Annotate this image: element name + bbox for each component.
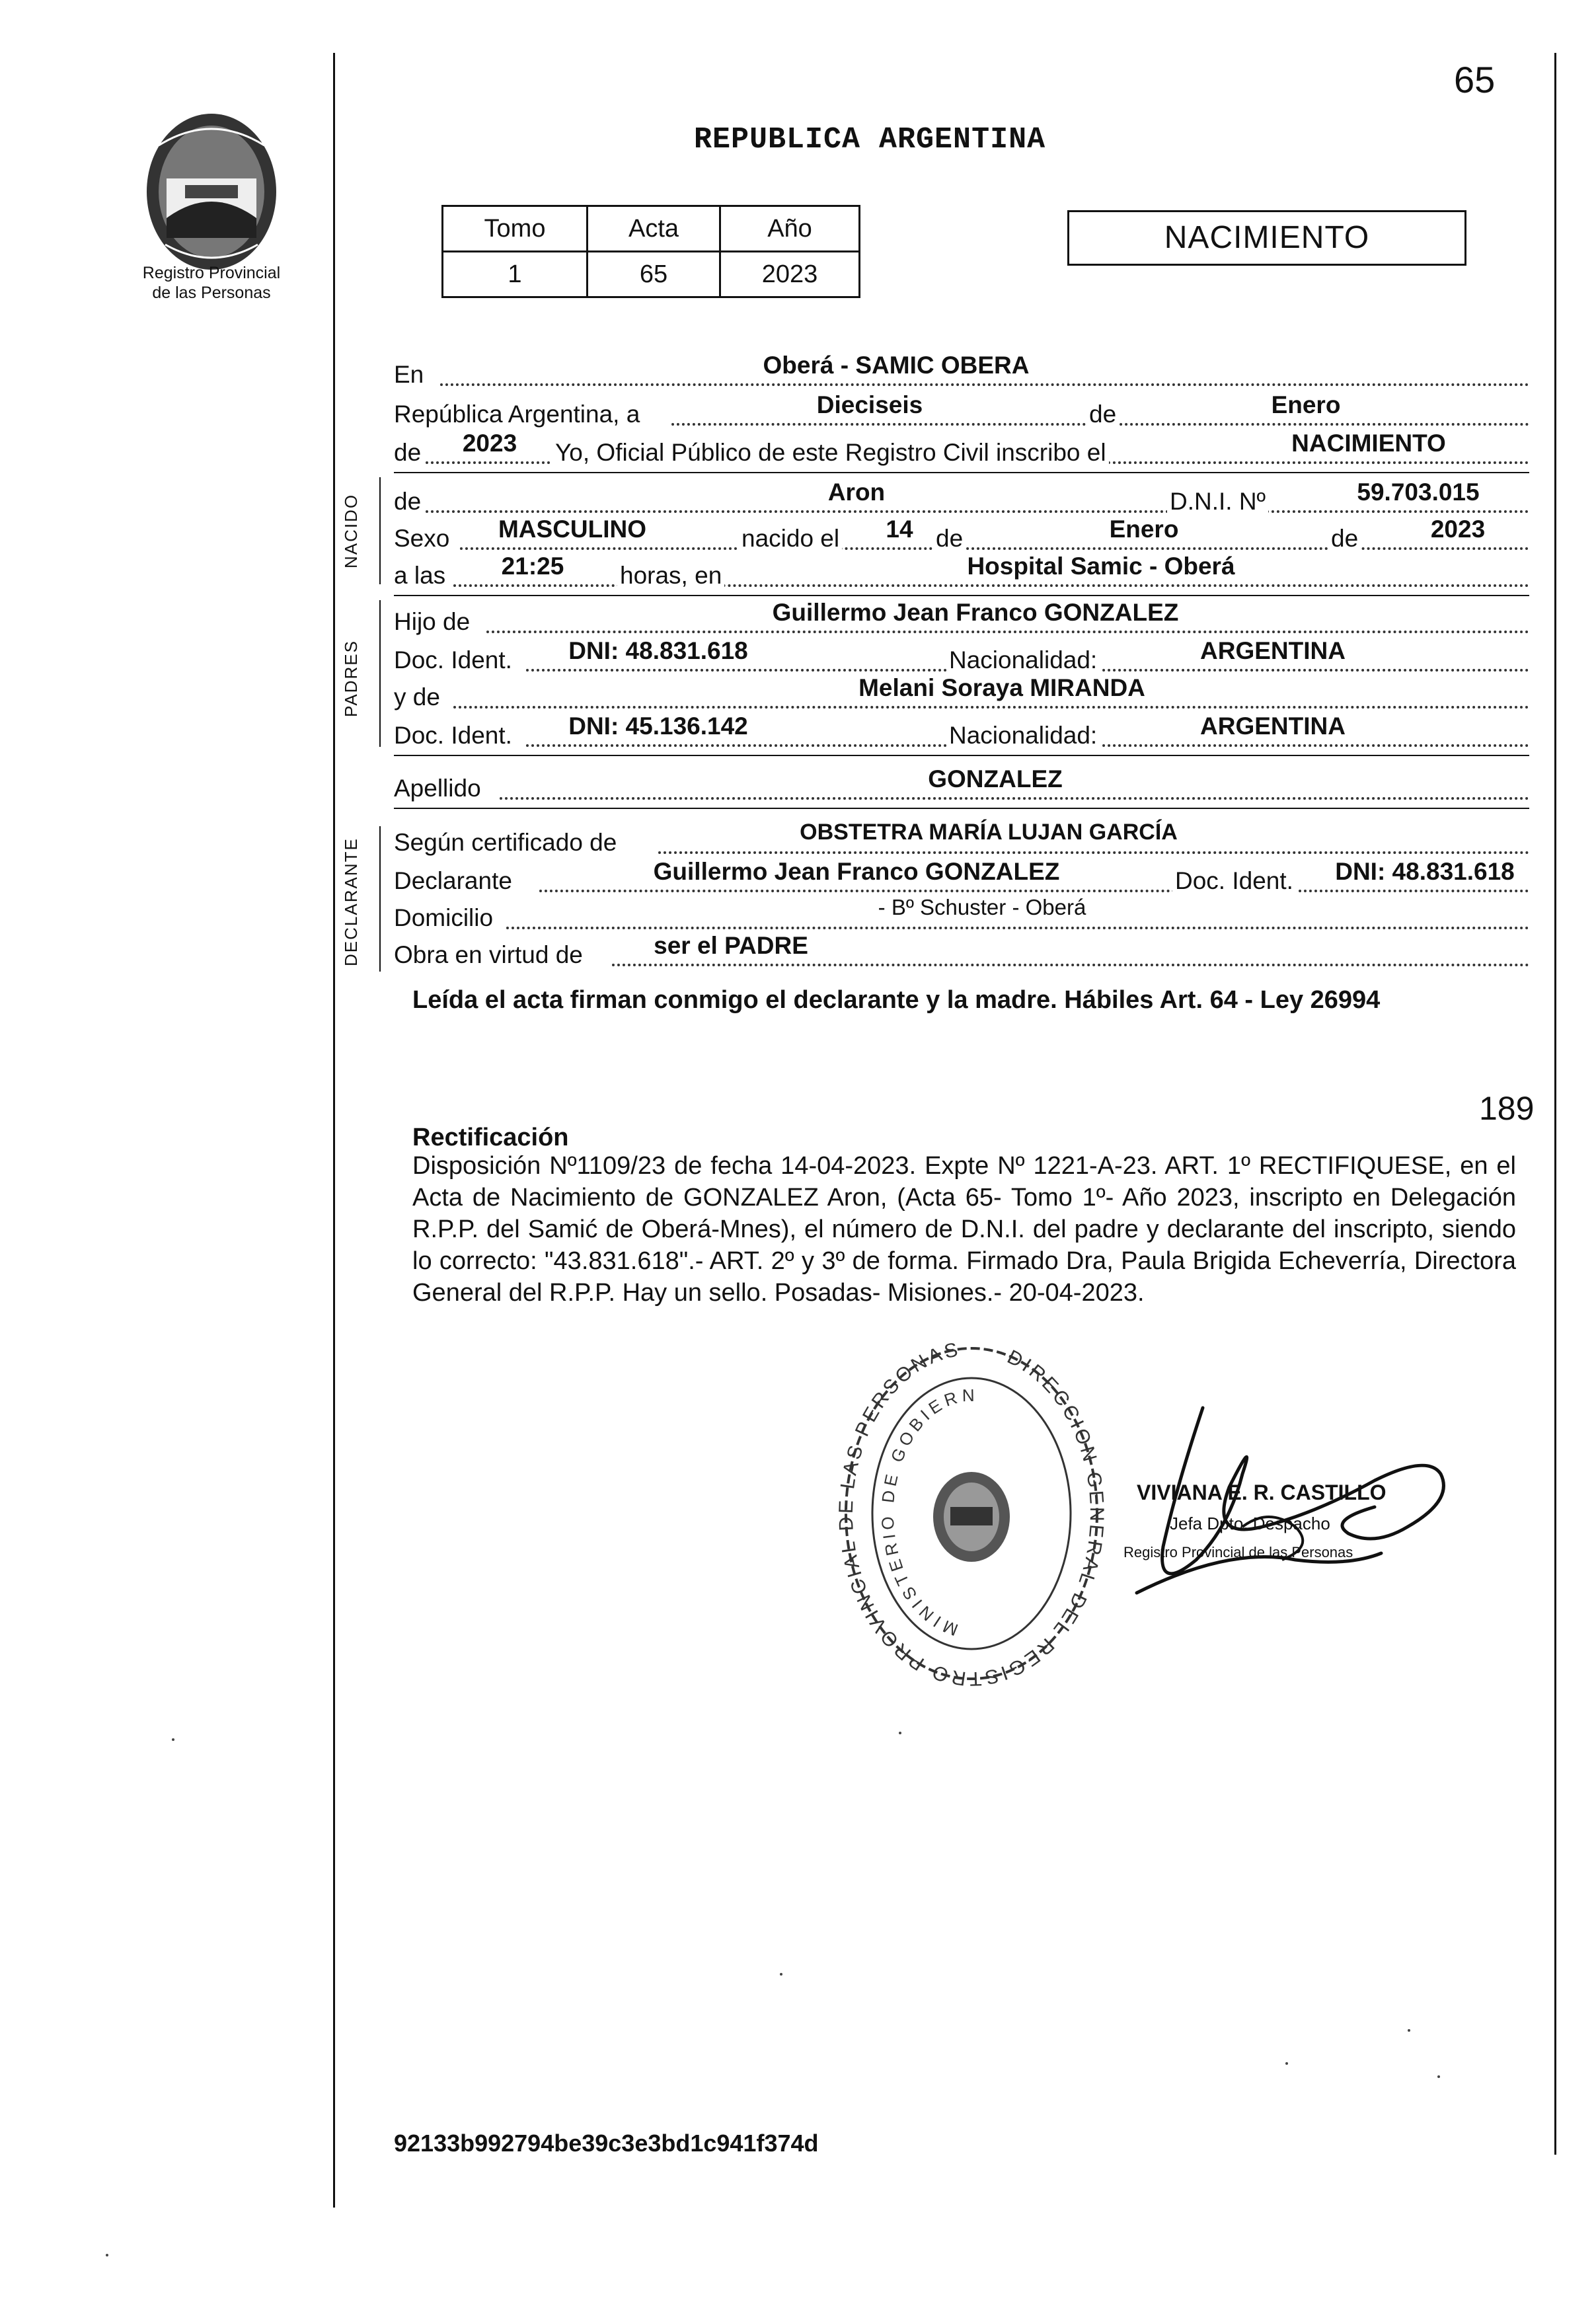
row-obra xyxy=(394,932,1529,970)
label-inscribo: Yo, Oficial Público de este Registro Civil inscribo el xyxy=(552,439,1109,467)
registry-label-line1: Registro Provincial xyxy=(142,264,281,282)
provincial-seal-logo xyxy=(126,106,297,278)
record-table-value-row xyxy=(443,252,860,297)
row-nacido-sexo xyxy=(394,516,1529,554)
divider-4 xyxy=(394,808,1529,809)
label-horas-en: horas, en xyxy=(617,562,724,590)
label-nacionalidad-padre: Nacionalidad: xyxy=(946,646,1100,674)
scan-speck xyxy=(1285,2062,1288,2065)
label-doc-declarante: Doc. Ident. xyxy=(1172,867,1296,895)
row-padre-doc xyxy=(394,637,1529,675)
row-padre xyxy=(394,599,1529,637)
scan-speck xyxy=(1437,2075,1440,2078)
header-tomo: Tomo xyxy=(443,206,588,252)
label-domicilio: Domicilio xyxy=(394,904,496,932)
scan-speck xyxy=(1408,2029,1410,2032)
scan-speck xyxy=(780,1973,782,1976)
declarante-value: Guillermo Jean Franco GONZALEZ xyxy=(653,858,1060,885)
row-nacido-name xyxy=(394,479,1529,517)
divider-2 xyxy=(394,595,1529,596)
obra-value: ser el PADRE xyxy=(654,932,808,959)
label-nacionalidad-madre: Nacionalidad: xyxy=(946,722,1100,750)
label-sexo: Sexo xyxy=(394,525,452,553)
father-name-value: Guillermo Jean Franco GONZALEZ xyxy=(772,599,1179,626)
section-label-nacido: NACIDO xyxy=(341,493,361,568)
signer-name: VIVIANA E. R. CASTILLO xyxy=(1137,1481,1387,1504)
label-de-birth-month: de xyxy=(933,525,966,553)
label-de-birth-year: de xyxy=(1328,525,1361,553)
father-nationality-value: ARGENTINA xyxy=(1200,637,1346,664)
divider-1 xyxy=(394,472,1529,473)
record-table xyxy=(441,205,860,298)
mother-name-value: Melani Soraya MIRANDA xyxy=(858,674,1145,701)
birth-day-value: 14 xyxy=(886,516,913,543)
label-hijo-de: Hijo de xyxy=(394,608,473,636)
certificado-value: OBSTETRA MARÍA LUJAN GARCÍA xyxy=(800,820,1178,845)
label-declarante: Declarante xyxy=(394,867,515,895)
birth-place-value: Hospital Samic - Oberá xyxy=(967,553,1235,580)
official-stamp xyxy=(833,1328,1110,1699)
label-dni: D.N.I. Nº xyxy=(1167,488,1268,516)
left-margin-line xyxy=(333,53,335,2208)
child-name-value: Aron xyxy=(827,479,886,506)
row-madre xyxy=(394,674,1529,712)
inscribo-value: NACIMIENTO xyxy=(1291,430,1446,457)
label-apellido: Apellido xyxy=(394,775,484,802)
signer-role: Jefa Dpto. Despacho xyxy=(1170,1514,1330,1533)
label-nacido-el: nacido el xyxy=(739,525,842,553)
row-nacido-hora xyxy=(394,553,1529,591)
scan-speck xyxy=(106,2254,108,2256)
value-acta: 65 xyxy=(588,252,720,297)
label-de-name: de xyxy=(394,488,424,516)
signer-org: Registro Provincial de las Personas xyxy=(1123,1544,1353,1560)
label-a-las: a las xyxy=(394,562,448,590)
row-certificado xyxy=(394,820,1529,858)
row-place xyxy=(394,352,1529,390)
page-title: REPUBLICA ARGENTINA xyxy=(694,123,1046,157)
section-label-padres: PADRES xyxy=(341,640,361,717)
domicilio-value: - Bº Schuster - Oberá xyxy=(878,895,1086,919)
divider-3 xyxy=(394,755,1529,756)
page-number: 65 xyxy=(1454,59,1496,100)
label-doc-padre: Doc. Ident. xyxy=(394,646,515,674)
child-dni-value: 59.703.015 xyxy=(1357,479,1480,506)
scan-speck xyxy=(899,1732,901,1734)
registry-label xyxy=(112,263,311,303)
value-anio: 2023 xyxy=(720,252,860,297)
row-declarante xyxy=(394,858,1529,896)
month-value: Enero xyxy=(1271,391,1341,418)
label-doc-madre: Doc. Ident. xyxy=(394,722,515,750)
svg-text:DIRECCION GENERAL DEL REGISTRO: DIRECCION GENERAL DEL REGISTRO PROVINCIAL DE LAS PERSONAS xyxy=(835,1338,1108,1690)
label-en: En xyxy=(394,361,426,389)
label-y-de: y de xyxy=(394,683,443,711)
row-apellido xyxy=(394,765,1529,804)
registry-label-line2: de las Personas xyxy=(152,284,271,302)
row-madre-doc xyxy=(394,712,1529,751)
signing-notice: Leída el acta firman conmigo el declarante y la madre. Hábiles Art. 64 - Ley 26994 xyxy=(412,986,1381,1014)
label-obra: Obra en virtud de xyxy=(394,941,586,969)
act-type-box: NACIMIENTO xyxy=(1067,210,1466,266)
scan-speck xyxy=(172,1738,174,1741)
mother-doc-value: DNI: 45.136.142 xyxy=(568,712,748,740)
section-bar-padres xyxy=(379,600,381,747)
document-hash: 92133b992794be39c3e3bd1c941f374d xyxy=(394,2130,819,2157)
section-bar-declarante xyxy=(379,826,381,972)
label-de-year: de xyxy=(394,439,424,467)
label-republica: República Argentina, a xyxy=(394,401,642,428)
place-value: Oberá - SAMIC OBERA xyxy=(763,352,1030,379)
apellido-value: GONZALEZ xyxy=(928,765,1063,792)
birth-month-value: Enero xyxy=(1109,516,1179,543)
row-inscribo xyxy=(394,430,1529,468)
section-bar-nacido xyxy=(379,477,381,584)
header-anio: Año xyxy=(720,206,860,252)
declarante-doc-value: DNI: 48.831.618 xyxy=(1335,858,1515,885)
header-acta: Acta xyxy=(588,206,720,252)
rectificacion-body: Disposición Nº1109/23 de fecha 14-04-2023. Expte Nº 1221-A-23. ART. 1º RECTIFIQUESE, en el Acta de Nacimiento de GONZALEZ Aron, (Acta 65- Tomo 1º- Año 2023, inscripto en Delegación R.P.P. del Samić de Oberá-Mnes), el número de D.N.I. del padre y declarante del inscripto, siendo lo correcto: "43.831.618".- ART. 2º y 3º de forma. Firmado Dra, Paula Brigida Echeverría, Directora General del R.P.P. Hay un sello. Posadas- Misiones.- 20-04-2023. xyxy=(412,1152,1516,1307)
mother-nationality-value: ARGENTINA xyxy=(1200,712,1346,740)
rectificacion-page-ref: 189 xyxy=(1479,1090,1535,1127)
day-value: Dieciseis xyxy=(816,391,923,418)
row-date xyxy=(394,391,1529,430)
father-doc-value: DNI: 48.831.618 xyxy=(568,637,748,664)
value-tomo: 1 xyxy=(443,252,588,297)
right-margin-line xyxy=(1554,53,1556,2155)
sexo-value: MASCULINO xyxy=(498,516,647,543)
rectificacion-title: Rectificación xyxy=(412,1124,569,1151)
label-certificado: Según certificado de xyxy=(394,829,619,857)
birth-time-value: 21:25 xyxy=(501,553,564,580)
year-value: 2023 xyxy=(462,430,517,457)
record-table-header-row xyxy=(443,206,860,252)
row-domicilio xyxy=(394,895,1529,933)
label-de-month: de xyxy=(1086,401,1119,428)
svg-text:MINISTERIO DE GOBIERNO: MINISTERIO DE GOBIERN xyxy=(877,1385,979,1640)
birth-year-value: 2023 xyxy=(1430,516,1486,543)
section-label-declarante: DECLARANTE xyxy=(341,837,361,966)
